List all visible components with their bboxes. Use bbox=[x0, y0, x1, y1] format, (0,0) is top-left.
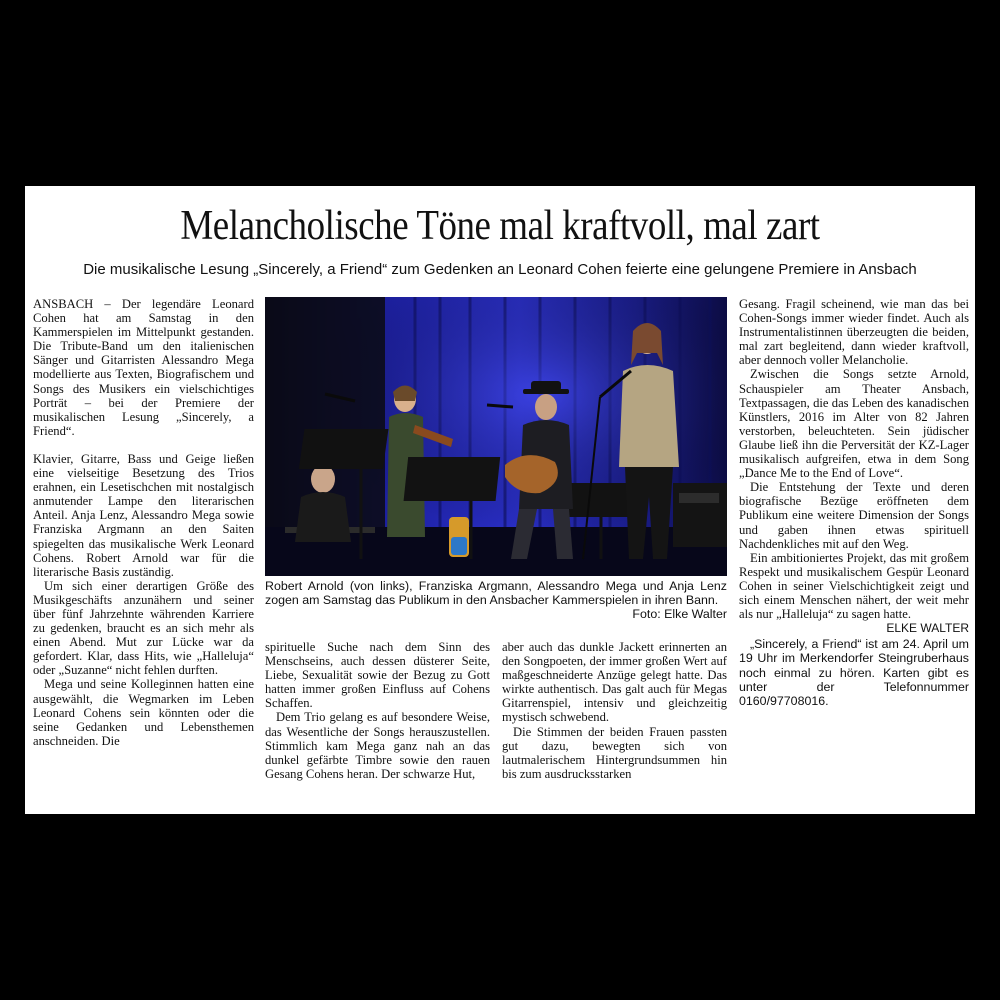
caption-text: Robert Arnold (von links), Franziska Argmann, Alessandro Mega und Anja Lenz zogen am Samstag das Publikum in den Ansbacher Kammerspielen in ihren Bann. bbox=[265, 579, 727, 608]
article-column-3 bbox=[502, 640, 727, 781]
article-column-2 bbox=[265, 640, 490, 781]
photo-credit: Foto: Elke Walter bbox=[632, 607, 727, 622]
paragraph: Mega und seine Kolleginnen hatten eine ausgewählt, die Wegmarken im Leben Leonard Cohens sein könnten oder die seine Gedanken und Lebensthemen anschneiden. Die bbox=[33, 677, 254, 748]
paragraph: Die Entstehung der Texte und deren biografische Bezüge eröffneten dem Publikum eine weitere Dimension der Songs und gaben ihnen etwas spirituell Nachdenkliches mit auf den Weg. bbox=[739, 480, 969, 551]
article-column-1 bbox=[33, 297, 254, 748]
stage-photo-image bbox=[265, 297, 727, 576]
paragraph: Zwischen die Songs setzte Arnold, Schauspieler am Theater Ansbach, Textpassagen, die das Leben des kanadischen Künstlers, 2016 im Alter von 82 Jahren verstorben, beleuchteten. Sein jüdischer Glaube ließ ihn die Perversität der KZ-Lager musikalisch aufgreifen, etwa in dem Song „Dance Me to the End of Love“. bbox=[739, 367, 969, 481]
photo-caption bbox=[265, 579, 727, 622]
stage-photo bbox=[265, 297, 727, 576]
event-info: „Sincerely, a Friend“ ist am 24. April um 19 Uhr im Merkendorfer Steingruberhaus noch einmal zu hören. Karten gibt es unter der Telefonnummer 0160/97708016. bbox=[739, 637, 969, 708]
author-byline: ELKE WALTER bbox=[886, 621, 969, 636]
article-column-4 bbox=[739, 297, 969, 708]
paragraph: spirituelle Suche nach dem Sinn des Menschseins, auch dessen düsterer Seite, Liebe, Sexualität sowie der Bezug zu Gott hatten immer großen Einfluss auf Cohens Schaffen. bbox=[265, 640, 490, 711]
paragraph: aber auch das dunkle Jackett erinnerten an den Songpoeten, der immer großen Wert auf maßgeschneiderte Anzüge gelegt hatte. Das wirkte authentisch. Das galt auch für Megas Gitarrenspiel, intensiv und gleichzeitig mystisch schwebend. bbox=[502, 640, 727, 725]
paragraph: Gesang. Fragil scheinend, wie man das bei Cohen-Songs immer wieder findet. Auch als Instrumentalistinnen überzeugten die beiden, mal zart begleitend, dann wieder kraftvoll, aber dennoch voller Melancholie. bbox=[739, 297, 969, 368]
paragraph bbox=[739, 550, 969, 636]
paragraph: Um sich einer derartigen Größe des Musikgeschäfts anzunähern und seiner über fünf Jahrzehnte währenden Karriere zu gedenken, braucht es an sich mehr als einen Abend. Mut zur Lücke war da gefordert. Klar, dass Hits, wie „Halleluja“ oder „Suzanne“ nicht fehlen durften. bbox=[33, 578, 254, 678]
paragraph: Die Stimmen der beiden Frauen passten gut dazu, bewegten sich von lautmalerischem Hintergrundsummen hin bis zum ausdrucksstarken bbox=[502, 724, 727, 781]
subheadline: Die musikalische Lesung „Sincerely, a Friend“ zum Gedenken an Leonard Cohen feierte eine gelungene Premiere in Ansbach bbox=[83, 261, 917, 278]
headline: Melancholische Töne mal kraftvoll, mal zart bbox=[180, 203, 820, 249]
newspaper-clipping bbox=[25, 186, 975, 814]
paragraph: Klavier, Gitarre, Bass und Geige ließen eine vielseitige Besetzung des Trios erahnen, ein Lesetischchen mit nostalgisch anmutender Lampe den literarischen Anteil. Anja Lenz, Alessandro Mega sowie Franziska Argmann an den Saiten spiegelten das musikalische Werk Leonard Cohens. Robert Arnold war für die literarische Basis zuständig. bbox=[33, 451, 254, 579]
closing-paragraph-text: Ein ambitioniertes Projekt, das mit großem Respekt und musikalischem Gespür Leonard Cohen in seiner Vielschichtigkeit zeigt und sich einem Menschen nähert, der weit mehr als nur „Halleluja“ zu sagen hatte. bbox=[739, 550, 969, 622]
paragraph: ANSBACH – Der legendäre Leonard Cohen hat am Samstag in den Kammerspielen im Mittelpunkt gestanden. Die Tribute-Band um den italienischen Sänger und Gitarristen Alessandro Mega modellierte aus Texten, Biografischem und Songs des Musikers ein vielschichtiges Porträt – bei der Premiere der musikalischen Lesung „Sincerely, a Friend“. bbox=[33, 297, 254, 438]
paragraph: Dem Trio gelang es auf besondere Weise, das Wesentliche der Songs herauszustellen. Stimmlich kam Mega ganz nah an das dunkel gefärbte Timbre sowie den rauen Gesang Cohens heran. Der schwarze Hut, bbox=[265, 710, 490, 781]
